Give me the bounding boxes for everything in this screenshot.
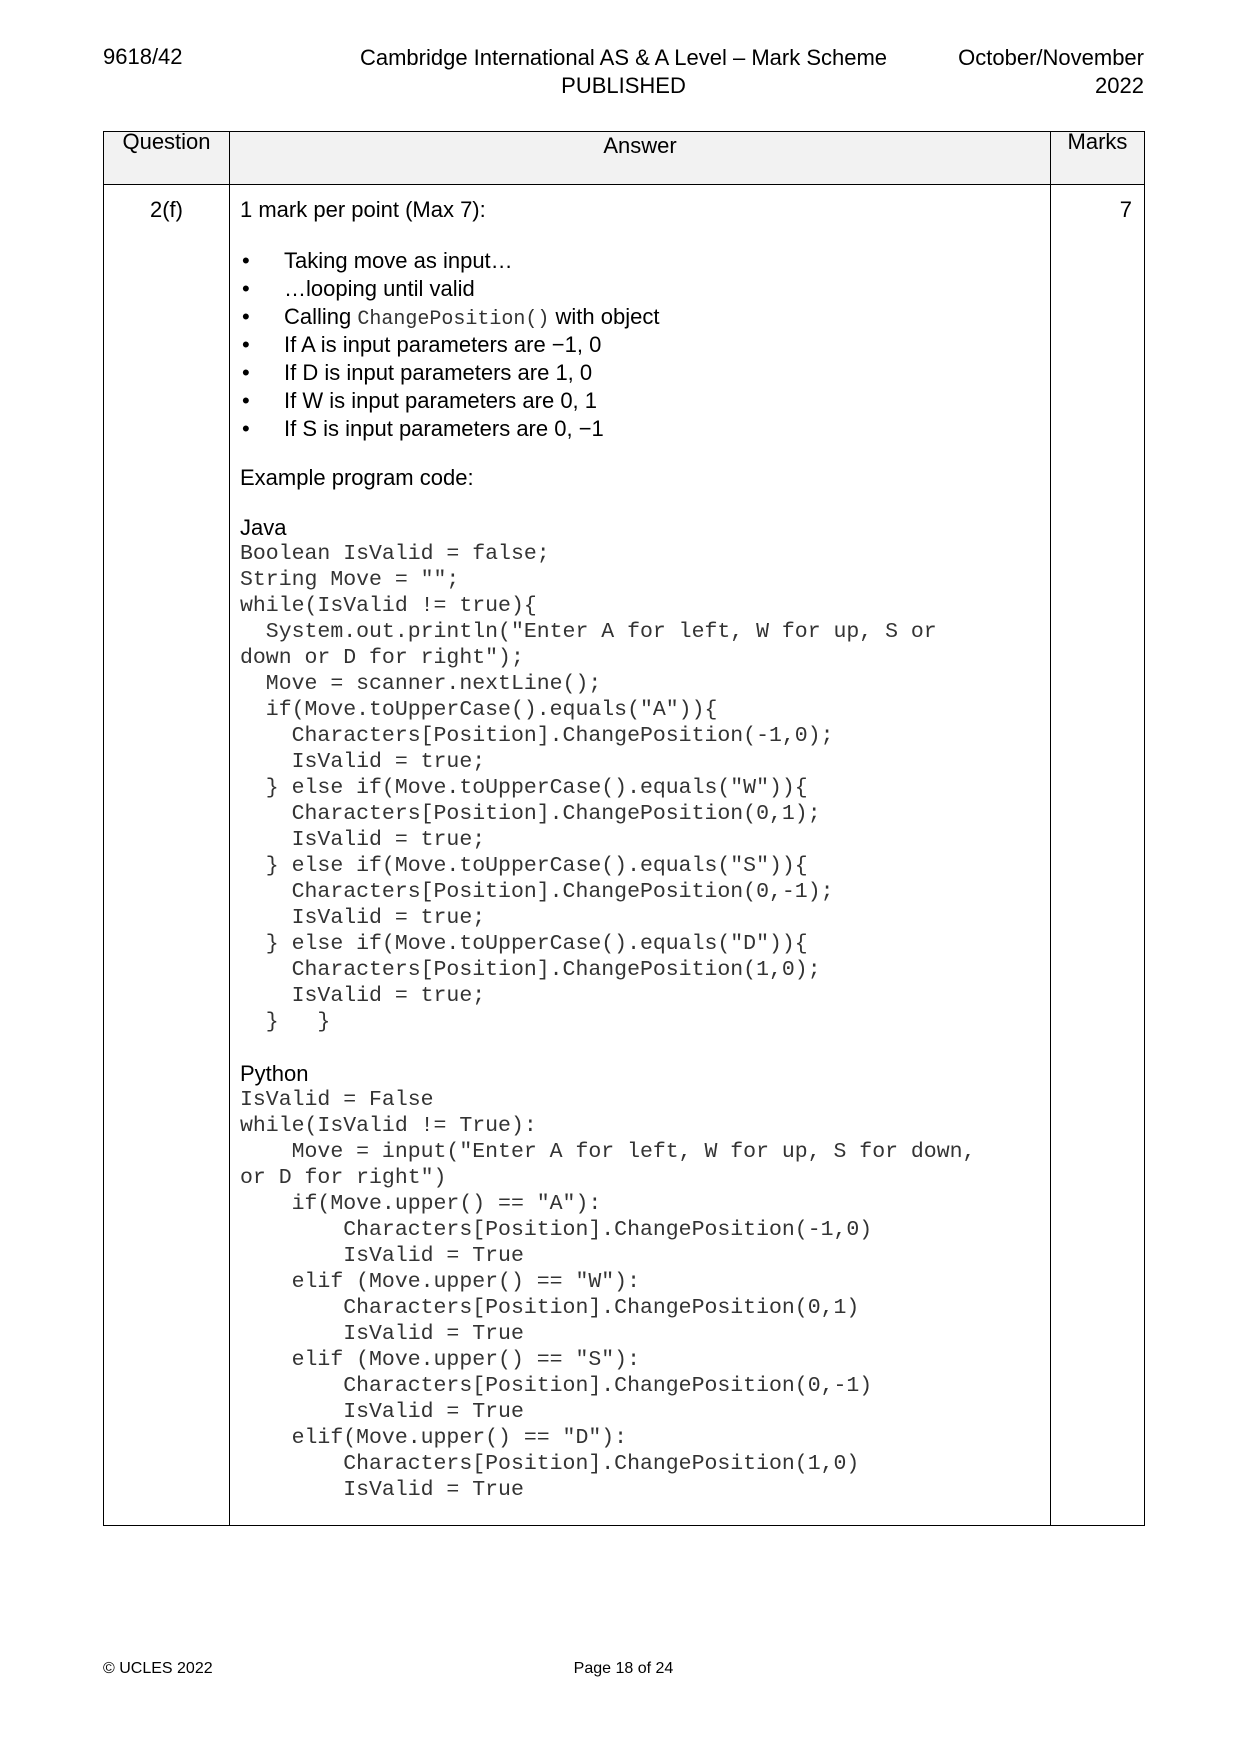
question-column-header: Question	[104, 132, 230, 185]
list-item: • If W is input parameters are 0, 1	[242, 388, 598, 413]
java-label: Java	[240, 515, 287, 540]
inline-code: ChangePosition()	[357, 308, 550, 331]
java-code-block: Boolean IsValid = false; String Move = ""; while(IsValid != true){ System.out.println("Enter A for left, W for up, S or down or D for right"); Move = scanner.nextLine(); if(Move.toUpperCase().equals("A")){ Characters[Position].ChangePosition(-1,0); IsValid = true; } else if(Move.toUpperCase().equals("W")){ Characters[Position].ChangePosition(0,1); IsValid = true; } else if(Move.toUpperCase().equals("S")){ Characters[Position].ChangePosition(0,-1); IsValid = true; } else if(Move.toUpperCase().equals("D")){ Characters[Position].ChangePosition(1,0); IsValid = true; } }	[240, 542, 937, 1034]
marks-column-header: Marks	[1051, 132, 1145, 185]
table-header-row	[104, 132, 1145, 185]
page-number: Page 18 of 24	[573, 1660, 674, 1677]
document-title-line1: Cambridge International AS & A Level – Mark Scheme	[359, 45, 888, 70]
bullet-icon: •	[242, 416, 250, 441]
list-item: • …looping until valid	[242, 276, 475, 301]
exam-session-line1: October/November	[958, 45, 1144, 70]
syllabus-code: 9618/42	[103, 44, 183, 69]
document-title-line2: PUBLISHED	[561, 73, 686, 98]
answer-cell	[230, 185, 1051, 1526]
marks-value: 7	[1051, 185, 1145, 1526]
exam-session	[958, 44, 1144, 100]
list-item: • Calling ChangePosition() with object	[242, 304, 660, 331]
list-item: • If S is input parameters are 0, −1	[242, 416, 604, 441]
bullet-icon: •	[242, 276, 250, 301]
page-header	[103, 42, 1144, 102]
bullet-icon: •	[242, 388, 250, 413]
answer-column-header: Answer	[230, 132, 1051, 185]
question-number: 2(f)	[104, 185, 230, 1526]
table-row	[104, 185, 1145, 1526]
mark-allocation-note: 1 mark per point (Max 7):	[240, 197, 486, 222]
mark-scheme-table	[103, 131, 1145, 1526]
list-item: • Taking move as input…	[242, 248, 513, 273]
bullet-icon: •	[242, 360, 250, 385]
bullet-icon: •	[242, 332, 250, 357]
example-heading: Example program code:	[240, 465, 474, 490]
list-item: • If D is input parameters are 1, 0	[242, 360, 593, 385]
bullet-icon: •	[242, 304, 250, 329]
copyright-notice: © UCLES 2022	[103, 1660, 213, 1677]
list-item: • If A is input parameters are −1, 0	[242, 332, 602, 357]
bullet-icon: •	[242, 248, 250, 273]
mark-points-list	[240, 247, 1040, 443]
exam-session-line2: 2022	[1095, 73, 1144, 98]
python-code-block: IsValid = False while(IsValid != True): Move = input("Enter A for left, W for up, S for down, or D for right") if(Move.upper() == "A"): Characters[Position].ChangePosition(-1,0) IsValid = True elif (Move.upper() == "W"): Characters[Position].ChangePosition(0,1) IsValid = True elif (Move.upper() == "S"): Characters[Position].ChangePosition(0,-1) IsValid = True elif(Move.upper() == "D"): Characters[Position].ChangePosition(1,0) IsValid = True	[240, 1088, 976, 1502]
python-label: Python	[240, 1061, 309, 1086]
